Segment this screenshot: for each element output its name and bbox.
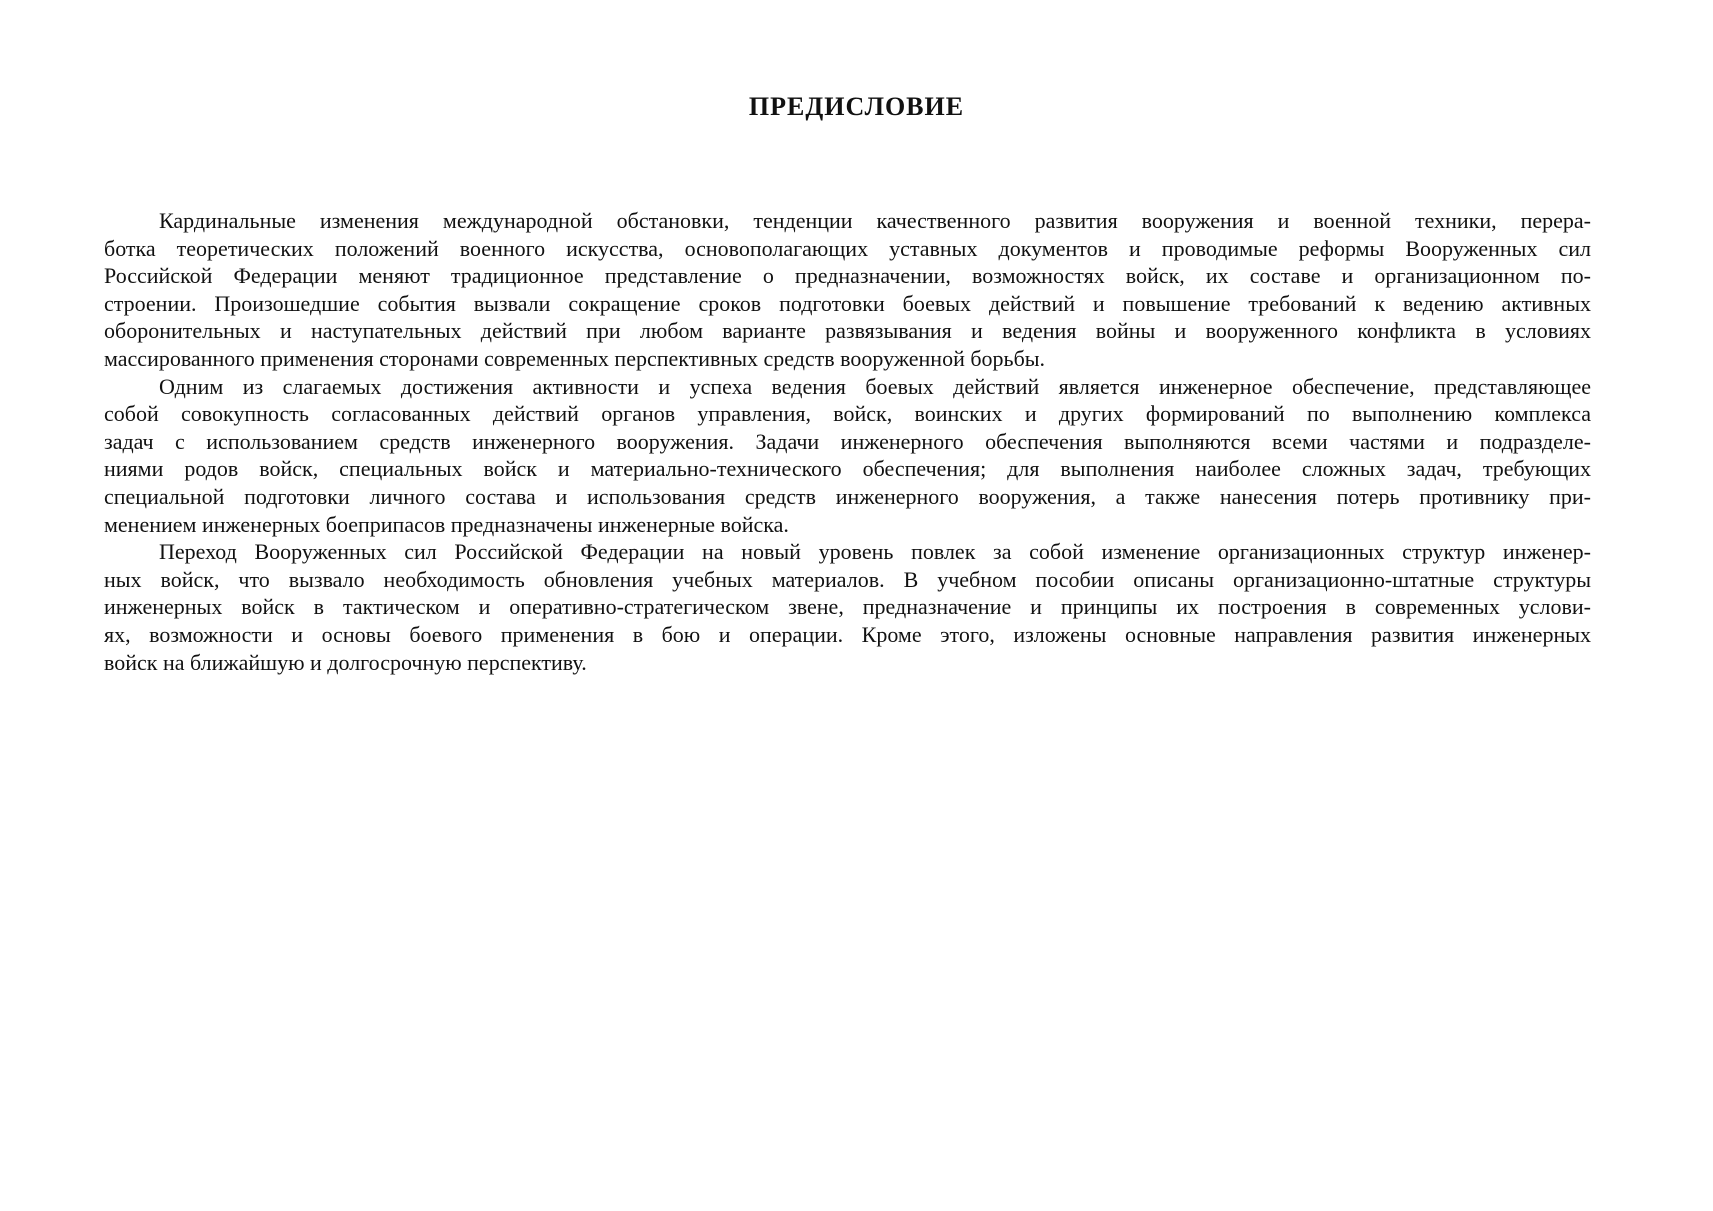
- page-title: ПРЕДИСЛОВИЕ: [748, 92, 965, 121]
- text-line: собой совокупность согласованных действий органов управления, войск, воинских и других формирований по выполнению комплекса: [104, 401, 1591, 427]
- text-line: менением инженерных боеприпасов предназначены инженерные войска.: [104, 511, 789, 537]
- text-line: Российской Федерации меняют традиционное представление о предназначении, возможностях войск, их составе и организационном по-: [104, 263, 1591, 289]
- text-line: Переход Вооруженных сил Российской Федерации на новый уровень повлек за собой изменение организационных структур инженер-: [159, 539, 1591, 565]
- paragraph: [104, 373, 1591, 539]
- document-body: [104, 207, 1591, 676]
- text-line: ях, возможности и основы боевого применения в бою и операции. Кроме этого, изложены основные направления развития инженерных: [104, 621, 1591, 647]
- text-line: инженерных войск в тактическом и оперативно-стратегическом звене, предназначение и принципы их построения в современных услови-: [104, 594, 1591, 620]
- text-line: Одним из слагаемых достижения активности и успеха ведения боевых действий является инженерное обеспечение, представляющее: [159, 373, 1591, 399]
- paragraph: [104, 207, 1591, 373]
- text-line: войск на ближайшую и долгосрочную перспективу.: [104, 649, 587, 675]
- text-line: строении. Произошедшие события вызвали сокращение сроков подготовки боевых действий и повышение требований к ведению активных: [104, 290, 1591, 316]
- paragraph: [104, 538, 1591, 676]
- text-line: оборонительных и наступательных действий при любом варианте развязывания и ведения войны и вооруженного конфликта в условиях: [104, 318, 1591, 344]
- text-line: Кардинальные изменения международной обстановки, тенденции качественного развития вооружения и военной техники, перера-: [159, 208, 1591, 233]
- text-line: ных войск, что вызвало необходимость обновления учебных материалов. В учебном пособии описаны организационно-штатные структуры: [104, 566, 1591, 592]
- text-line: ботка теоретических положений военного искусства, основополагающих уставных документов и проводимые реформы Вооруженных сил: [104, 235, 1591, 261]
- text-line: массированного применения сторонами современных перспективных средств вооруженной борьбы.: [104, 345, 1046, 371]
- text-line: задач с использованием средств инженерного вооружения. Задачи инженерного обеспечения выполняются всеми частями и подразделе-: [104, 428, 1591, 454]
- text-line: специальной подготовки личного состава и использования средств инженерного вооружения, а также нанесения потерь противнику при-: [104, 483, 1591, 509]
- text-line: ниями родов войск, специальных войск и материально-технического обеспечения; для выполнения наиболее сложных задач, требующих: [104, 456, 1591, 482]
